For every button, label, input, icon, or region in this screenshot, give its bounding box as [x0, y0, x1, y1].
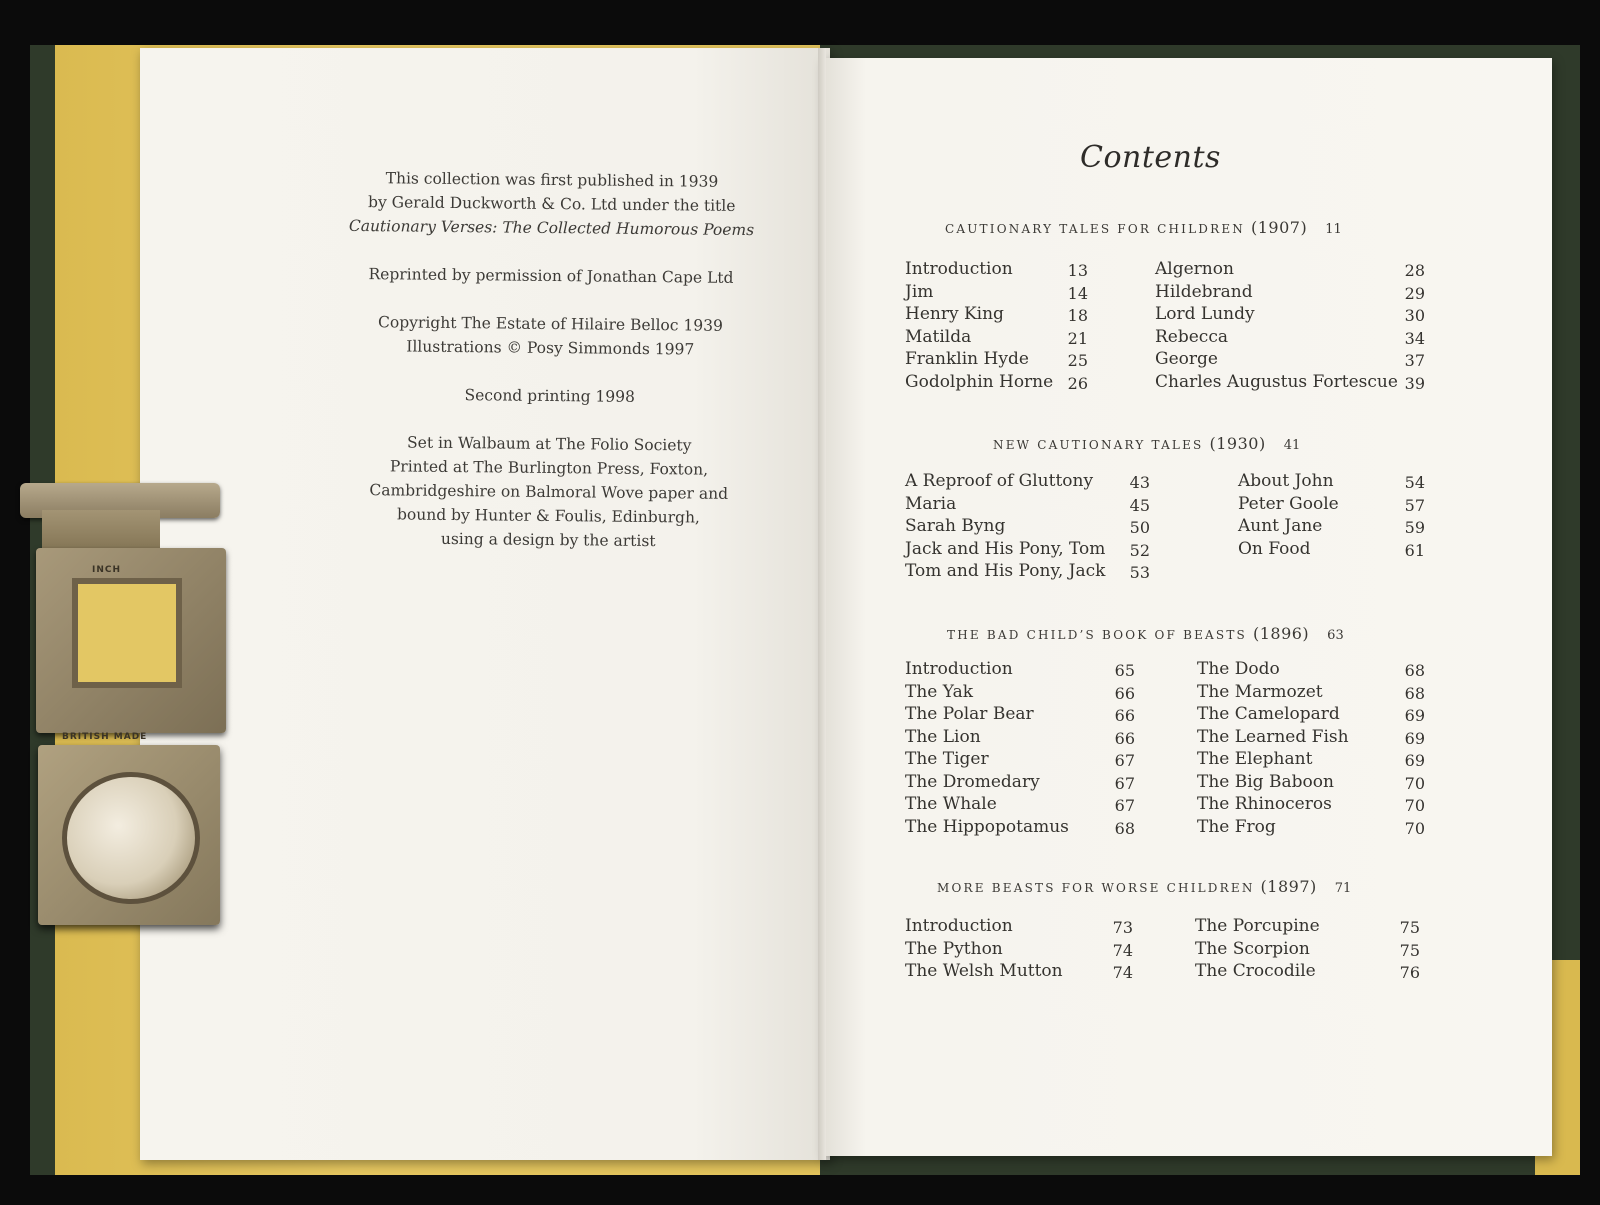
imprint-block — [338, 166, 762, 578]
toc-entry-title: Tom and His Pony, Jack — [905, 561, 1106, 581]
toc-entry-page: 43 — [1129, 473, 1150, 492]
section-heading-page: 71 — [1334, 881, 1352, 896]
toc-entry-title: Jim — [905, 281, 934, 302]
toc-entry-page: 70 — [1404, 773, 1425, 793]
toc-entry-title: Matilda — [905, 326, 972, 347]
toc-entry-page: 66 — [1114, 706, 1135, 725]
imprint-line: Printed at The Burlington Press, Foxton, — [389, 457, 709, 479]
section-heading-year: (1930) — [1209, 434, 1266, 453]
toc-entry-page: 54 — [1404, 473, 1425, 492]
toc-entry-title: The Frog — [1197, 816, 1276, 837]
toc-entry-title: Introduction — [905, 916, 1013, 936]
toc-entry-title: The Scorpion — [1195, 938, 1310, 959]
toc-entry-title: The Lion — [905, 726, 981, 747]
section-heading-page: 63 — [1327, 628, 1344, 643]
toc-entry-title: The Yak — [905, 681, 974, 702]
toc-entry-page: 70 — [1404, 796, 1425, 815]
imprint-production — [338, 430, 759, 554]
toc-entry-title: The Learned Fish — [1197, 726, 1349, 747]
toc-entry-page: 75 — [1399, 940, 1420, 960]
toc-entry-page: 50 — [1129, 518, 1150, 537]
toc-entry-title: Godolphin Horne — [905, 371, 1054, 392]
toc-entry-page: 73 — [1112, 918, 1133, 937]
toc-entry-page: 68 — [1114, 818, 1135, 838]
toc-entry-title: Rebecca — [1155, 326, 1228, 347]
toc-entry-title: A Reproof of Gluttony — [905, 471, 1094, 491]
section-heading-year: (1896) — [1252, 624, 1310, 643]
toc-entry-page: 28 — [1404, 261, 1425, 280]
toc-entry-title: The Dodo — [1197, 659, 1280, 679]
toc-entry-title: The Big Baboon — [1197, 771, 1334, 792]
toc-entry-page: 69 — [1404, 706, 1425, 725]
imprint-line: using a design by the artist — [440, 529, 656, 551]
toc-entry-page: 66 — [1114, 728, 1135, 748]
toc-entry-title: Henry King — [905, 304, 1004, 324]
toc-entry-title: Aunt Jane — [1238, 516, 1323, 536]
toc-entry-page: 34 — [1404, 328, 1425, 348]
toc-entry-title: The Tiger — [905, 749, 989, 769]
toc-entry-page: 69 — [1404, 751, 1425, 770]
toc-entry-page: 67 — [1114, 796, 1135, 815]
imprint-line: This collection was first published in 1939 — [385, 169, 719, 191]
toc-entry-title: The Hippopotamus — [905, 816, 1069, 837]
toc-entry-page: 25 — [1067, 351, 1088, 370]
imprint-copyright — [340, 310, 760, 362]
section-heading-title: THE BAD CHILD’S BOOK OF BEASTS — [947, 628, 1253, 642]
toc-entry-page: 66 — [1114, 683, 1135, 703]
toc-entry-page: 57 — [1404, 495, 1425, 515]
imprint-line: Copyright The Estate of Hilaire Belloc 1939 — [378, 313, 723, 335]
section-heading — [947, 624, 1344, 643]
toc-entry-page: 68 — [1404, 683, 1425, 703]
contents-title: Contents — [1080, 140, 1221, 175]
toc-entry-title: Franklin Hyde — [905, 349, 1029, 369]
imprint-line: Set in Walbaum at The Folio Society — [406, 433, 692, 455]
loupe-engraving-british-made: BRITISH MADE — [62, 732, 148, 742]
toc-entry-page: 65 — [1114, 661, 1135, 680]
section-heading — [937, 877, 1351, 896]
toc-entry-page: 14 — [1067, 283, 1088, 303]
toc-entry-page: 30 — [1404, 306, 1425, 325]
section-heading-year: (1897) — [1260, 877, 1317, 896]
toc-entry-page: 39 — [1404, 373, 1425, 393]
section-heading-title: CAUTIONARY TALES FOR CHILDREN — [945, 222, 1251, 236]
toc-entry-title: Sarah Byng — [905, 516, 1006, 536]
toc-entry-title: The Marmozet — [1197, 681, 1323, 702]
toc-entry-title: Hildebrand — [1155, 281, 1253, 302]
loupe-neck — [42, 510, 160, 548]
toc-entry-page: 52 — [1129, 540, 1150, 560]
toc-entry-title: Jack and His Pony, Tom — [905, 538, 1106, 559]
section-heading — [945, 218, 1342, 237]
toc-entry-title: Introduction — [905, 659, 1013, 679]
toc-entry-page: 68 — [1404, 661, 1425, 680]
toc-entry-title: Maria — [905, 493, 957, 514]
toc-entry-title: Algernon — [1155, 259, 1234, 279]
section-heading-year: (1907) — [1251, 218, 1308, 237]
toc-entry-page: 26 — [1067, 373, 1088, 393]
toc-entry-title: The Dromedary — [905, 771, 1040, 792]
toc-entry-page: 37 — [1404, 351, 1425, 370]
toc-entry-title: Charles Augustus Fortescue — [1155, 371, 1398, 392]
book-gutter — [818, 48, 826, 1160]
toc-entry-page: 45 — [1129, 495, 1150, 515]
loupe-window — [72, 578, 182, 688]
toc-entry-title: The Elephant — [1197, 749, 1313, 769]
toc-entry-page: 70 — [1404, 818, 1425, 838]
toc-entry-title: The Welsh Mutton — [905, 961, 1063, 981]
imprint-printing: Second printing 1998 — [464, 386, 636, 406]
section-heading-page: 11 — [1325, 222, 1342, 237]
magnifying-lens — [62, 772, 200, 904]
imprint-line: bound by Hunter & Foulis, Edinburgh, — [396, 505, 701, 527]
toc-entry-title: About John — [1238, 471, 1334, 491]
imprint-first-published — [341, 166, 762, 242]
toc-entry-page: 59 — [1404, 518, 1425, 537]
toc-entry-title: On Food — [1238, 538, 1311, 559]
toc-entry-title: The Camelopard — [1197, 704, 1340, 724]
toc-entry-page: 53 — [1129, 563, 1150, 582]
toc-entry-page: 67 — [1114, 773, 1135, 793]
toc-entry-page: 18 — [1067, 306, 1088, 325]
imprint-line: by Gerald Duckworth & Co. Ltd under the title — [367, 193, 736, 215]
imprint-permission: Reprinted by permission of Jonathan Cape Ltd — [368, 265, 734, 287]
toc-entry-page: 13 — [1067, 261, 1088, 280]
toc-entry-page: 61 — [1404, 540, 1425, 560]
section-heading-page: 41 — [1283, 438, 1301, 453]
imprint-original-title: Cautionary Verses: The Collected Humorous Poems — [348, 216, 755, 240]
toc-entry-title: Introduction — [905, 259, 1013, 279]
toc-entry-page: 69 — [1404, 728, 1425, 748]
loupe-engraving-inch: INCH — [92, 565, 122, 575]
toc-entry-page: 74 — [1112, 963, 1133, 982]
toc-entry-page: 76 — [1399, 963, 1420, 982]
section-heading-title: NEW CAUTIONARY TALES — [993, 438, 1210, 452]
toc-entry-title: Peter Goole — [1238, 493, 1339, 514]
toc-entry-title: Lord Lundy — [1155, 304, 1255, 324]
toc-entry-title: The Python — [905, 938, 1003, 959]
imprint-line: Cambridgeshire on Balmoral Wove paper and — [369, 481, 729, 503]
section-heading — [993, 434, 1300, 453]
toc-entry-title: The Rhinoceros — [1197, 794, 1332, 814]
toc-entry-title: The Crocodile — [1195, 961, 1316, 981]
toc-entry-title: The Polar Bear — [905, 704, 1034, 724]
toc-entry-page: 75 — [1399, 918, 1420, 937]
toc-entry-page: 74 — [1112, 940, 1133, 960]
imprint-line: Illustrations © Posy Simmonds 1997 — [406, 337, 695, 359]
toc-entry-title: George — [1155, 349, 1218, 369]
toc-entry-page: 29 — [1404, 283, 1425, 303]
toc-entry-title: The Whale — [905, 794, 997, 814]
toc-entry-page: 67 — [1114, 751, 1135, 770]
section-heading-title: MORE BEASTS FOR WORSE CHILDREN — [937, 881, 1261, 895]
toc-entry-title: The Porcupine — [1195, 916, 1320, 936]
toc-entry-page: 21 — [1067, 328, 1088, 348]
